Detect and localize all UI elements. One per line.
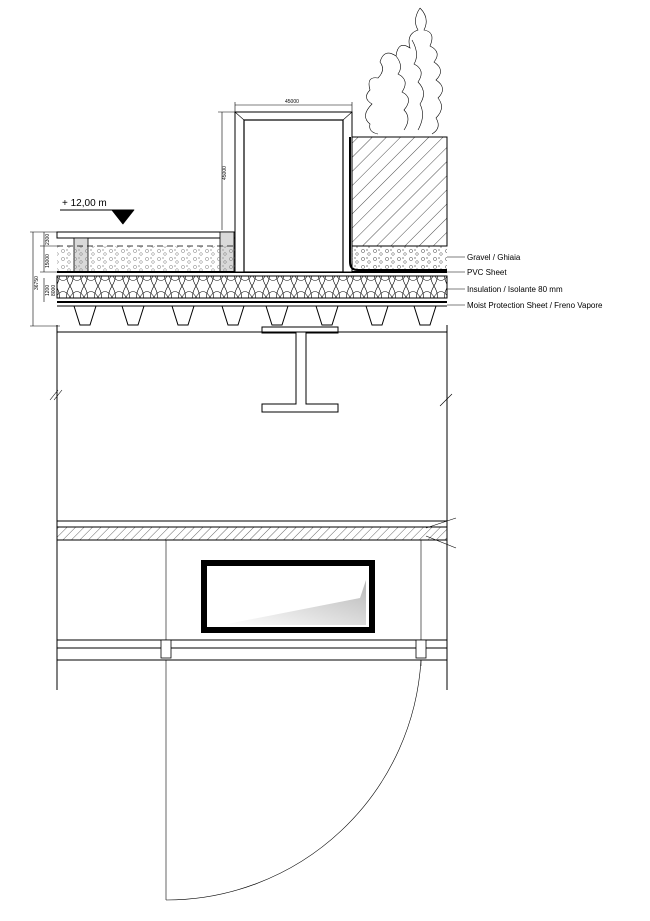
- elevation-label: + 12,00 m: [62, 198, 107, 209]
- dim-upstand-height: 45000: [222, 166, 228, 180]
- steel-i-beam: [262, 327, 338, 412]
- insulation-layer: [57, 276, 447, 298]
- upstand: [218, 102, 352, 272]
- label-moist: Moist Protection Sheet / Freno Vapore: [467, 301, 603, 310]
- dim-1200: 1200: [45, 284, 51, 296]
- dim-15000: 15000: [45, 254, 51, 268]
- leader-lines: [447, 257, 465, 305]
- metal-deck: [57, 306, 447, 325]
- label-gravel: Gravel / Ghiaia: [467, 253, 521, 262]
- wall-lines: [57, 325, 447, 690]
- window: [204, 563, 372, 630]
- elevation-marker: [60, 210, 134, 224]
- dim-top-width: 45000: [285, 99, 299, 105]
- label-insulation: Insulation / Isolante 80 mm: [467, 285, 563, 294]
- break-marks: [50, 390, 456, 548]
- dim-2300: 2300: [45, 233, 51, 245]
- planter-soil: [350, 137, 447, 270]
- lower-slab: [57, 521, 447, 540]
- label-pvc: PVC Sheet: [467, 268, 507, 277]
- dim-8000: 8000: [51, 284, 57, 296]
- plant-sketch: [365, 8, 442, 134]
- dim-36750: 36750: [34, 276, 40, 290]
- door-swing[interactable]: [166, 660, 421, 900]
